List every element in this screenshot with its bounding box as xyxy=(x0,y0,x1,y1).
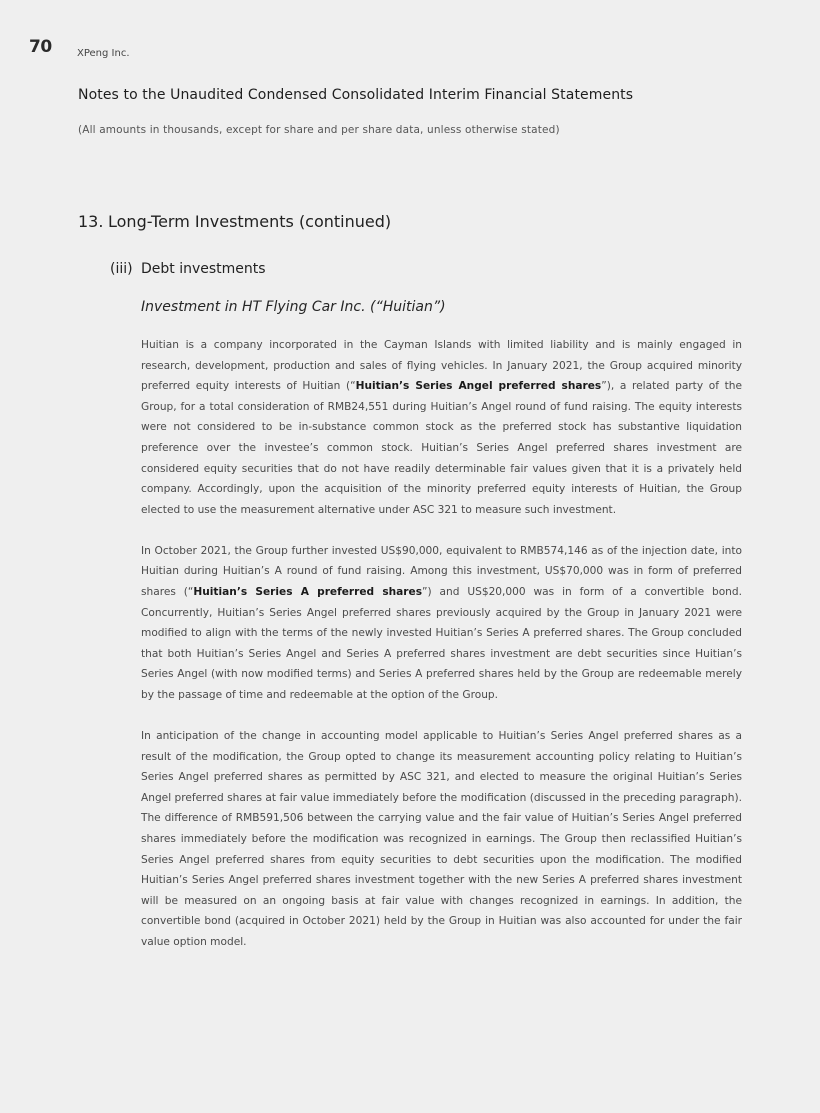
paragraph-1 xyxy=(141,335,742,520)
paragraph-2-defined-term: Huitian’s Series A preferred shares xyxy=(193,586,423,599)
investment-title: Investment in HT Flying Car Inc. (“Huitian”) xyxy=(141,299,446,315)
paragraph-1-text-b: ”), a related party of the Group, for a total consideration of RMB24,551 during Huitian’s Angel round of fund raising. The equity interests were not considered to be in-substance common stock as the preferred stock has substantive liquidation preference over the investee’s common stock. Huitian’s Series Angel preferred shares investment are considered equity securities that do not have readily determinable fair values given that it is a privately held company. Accordingly, upon the acquisition of the minority preferred equity interests of Huitian, the Group elected to use the measurement alternative under ASC 321 to measure such investment. xyxy=(141,380,742,516)
paragraph-1-defined-term: Huitian’s Series Angel preferred shares xyxy=(355,380,602,393)
paragraph-2-text-b: ”) and US$20,000 was in form of a convertible bond. Concurrently, Huitian’s Series Angel preferred shares previously acquired by the Group in January 2021 were modified to align with the terms of the newly invested Huitian’s Series A preferred shares. The Group concluded that both Huitian’s Series Angel and Series A preferred shares investment are debt securities since Huitian’s Series Angel (with now modified terms) and Series A preferred shares held by the Group are redeemable merely by the passage of time and redeemable at the option of the Group. xyxy=(141,586,742,701)
section-title: Long-Term Investments (continued) xyxy=(108,212,392,231)
section-heading xyxy=(78,212,391,231)
subsection-number: (iii) xyxy=(110,261,133,277)
paragraph-2-text-a: In October 2021, the Group further invested US$90,000, equivalent to RMB574,146 as of the injection date, into Huitian during Huitian’s A round of fund raising. Among this investment, US$70,000 was in form of preferred shares (“ xyxy=(141,544,742,599)
subsection-heading xyxy=(110,261,266,277)
section-number: 13. xyxy=(78,212,104,231)
company-name: XPeng Inc. xyxy=(77,48,130,59)
subsection-title: Debt investments xyxy=(141,261,266,277)
body-text xyxy=(141,335,742,973)
paragraph-1-text-a: Huitian is a company incorporated in the Cayman Islands with limited liability and is mainly engaged in research, development, production and sales of flying vehicles. In January 2021, the Group acquired minority preferred equity interests of Huitian (“ xyxy=(141,339,742,393)
paragraph-3: In anticipation of the change in accounting model applicable to Huitian’s Series Angel preferred shares as a result of the modification, the Group opted to change its measurement accounting policy relating to Huitian’s Series Angel preferred shares as permitted by ASC 321, and elected to measure the original Huitian’s Series Angel preferred shares at fair value immediately before the modification (discussed in the preceding paragraph). The difference of RMB591,506 between the carrying value and the fair value of Huitian’s Series Angel preferred shares immediately before the modification was recognized in earnings. The Group then reclassified Huitian’s Series Angel preferred shares from equity securities to debt securities upon the modification. The modified Huitian’s Series Angel preferred shares investment together with the new Series A preferred shares investment will be measured on an ongoing basis at fair value with changes recognized in earnings. In addition, the convertible bond (acquired in October 2021) held by the Group in Huitian was also accounted for under the fair value option model. xyxy=(141,730,742,949)
paragraph-2 xyxy=(141,541,742,706)
page-number: 70 xyxy=(29,37,52,57)
document-title: Notes to the Unaudited Condensed Consolidated Interim Financial Statements xyxy=(78,87,634,103)
amounts-note: (All amounts in thousands, except for share and per share data, unless otherwise stated) xyxy=(78,124,560,136)
